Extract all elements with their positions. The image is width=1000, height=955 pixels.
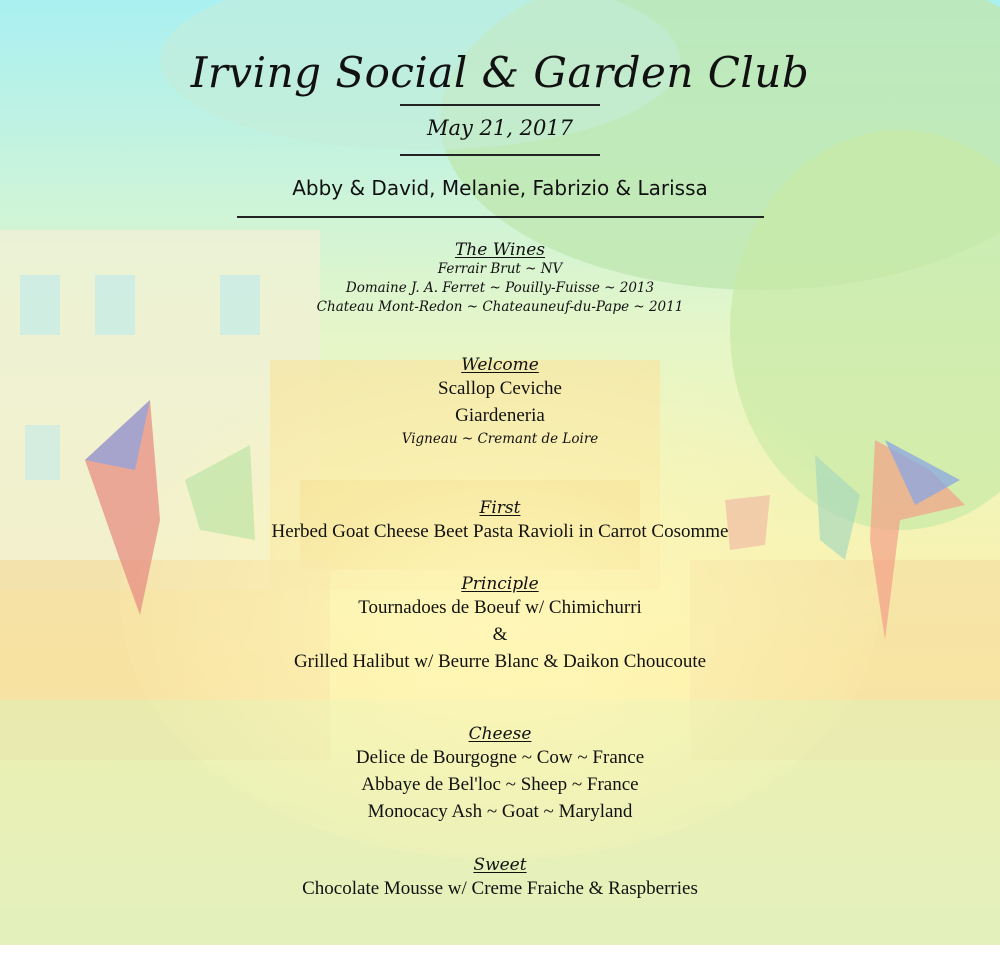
wine-item: Ferrair Brut ~ NV [437, 261, 563, 277]
section-cheese [0, 724, 1000, 825]
guest-list: Abby & David, Melanie, Fabrizio & Larissa [292, 176, 708, 200]
wine-item: Chateau Mont-Redon ~ Chateauneuf-du-Pape ~ 2011 [316, 299, 684, 315]
wine-item: Domaine J. A. Ferret ~ Pouilly-Fuisse ~ 2013 [345, 280, 655, 296]
dish-item: Herbed Goat Cheese Beet Pasta Ravioli in Carrot Cosomme [271, 521, 729, 542]
dish-item: Scallop Ceviche [438, 378, 562, 399]
cheese-item: Monocacy Ash ~ Goat ~ Maryland [367, 801, 633, 822]
event-date: May 21, 2017 [426, 116, 574, 140]
section-wines [0, 240, 1000, 317]
cheese-item: Delice de Bourgogne ~ Cow ~ France [355, 747, 645, 768]
section-title-first: First [479, 498, 521, 518]
header-divider [237, 216, 764, 218]
title-divider [400, 104, 600, 106]
section-title-cheese: Cheese [468, 724, 532, 744]
dish-conjunction: & [492, 624, 508, 645]
section-sweet [0, 855, 1000, 902]
section-welcome [0, 355, 1000, 449]
section-principle [0, 574, 1000, 675]
wine-pairing: Vigneau ~ Cremant de Loire [401, 431, 599, 447]
section-title-sweet: Sweet [473, 855, 527, 875]
dish-item: Grilled Halibut w/ Beurre Blanc & Daikon Choucoute [293, 651, 707, 672]
date-divider [400, 154, 600, 156]
section-title-principle: Principle [461, 574, 539, 594]
dish-item: Giardeneria [455, 405, 545, 426]
section-title-welcome: Welcome [461, 355, 539, 375]
dish-item: Tournadoes de Boeuf w/ Chimichurri [358, 597, 642, 618]
cheese-item: Abbaye de Bel'loc ~ Sheep ~ France [361, 774, 639, 795]
section-first [0, 498, 1000, 545]
dish-item: Chocolate Mousse w/ Creme Fraiche & Raspberries [302, 878, 698, 899]
section-title-wines: The Wines [454, 240, 546, 260]
event-title: Irving Social & Garden Club [190, 48, 810, 97]
